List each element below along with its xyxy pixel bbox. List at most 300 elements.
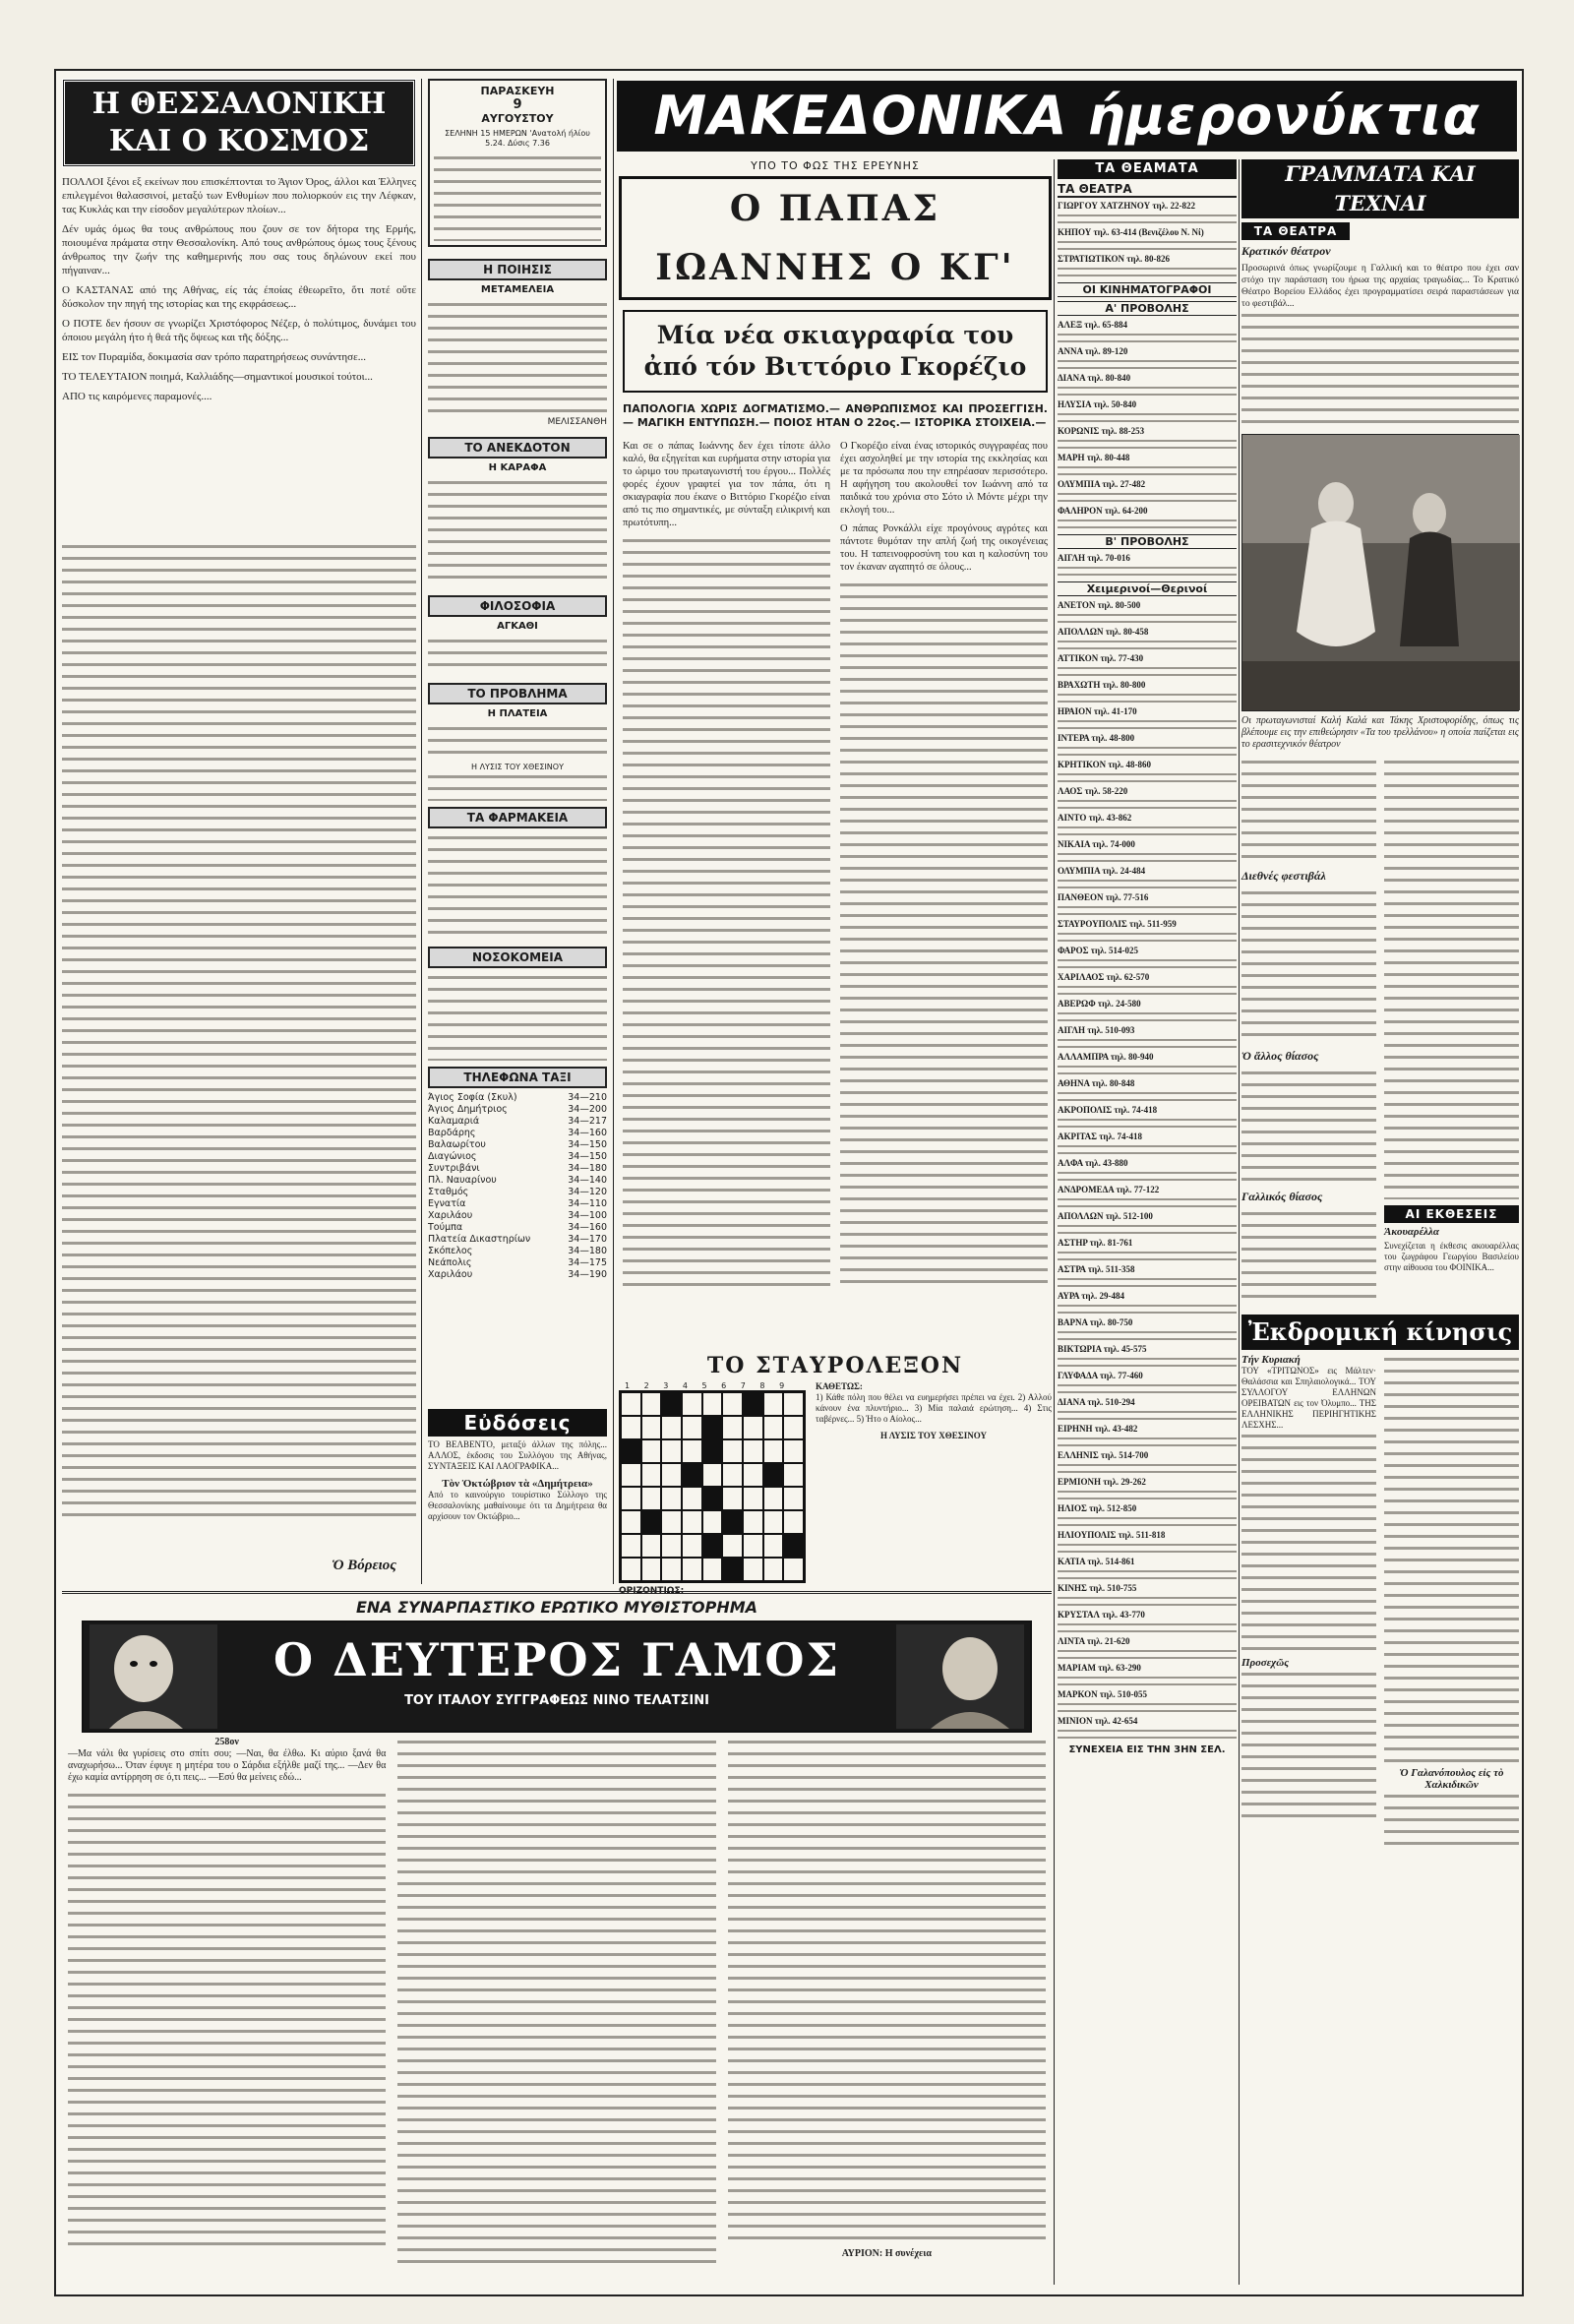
theatre-entry [1058, 919, 1237, 944]
theatre-entry [1058, 1238, 1237, 1262]
column-rule [1054, 159, 1055, 2285]
taxi-phone-row [428, 1234, 607, 1246]
letters-lines [1241, 310, 1519, 428]
down-title: ΚΑΘΕΤΩΣ: [816, 1381, 863, 1391]
exhibitions-title: ΑΙ ΕΚΘΕΣΕΙΣ [1384, 1205, 1519, 1223]
theatre-entry [1058, 320, 1237, 344]
poem-lines [428, 299, 607, 417]
info-column [428, 79, 607, 1574]
crossword-cell[interactable] [621, 1487, 641, 1510]
theatre-name: ΜΙΝΙΟΝ τηλ. 42-654 [1058, 1716, 1138, 1726]
theatre-entry [1058, 1530, 1237, 1555]
taxi-phone-row [428, 1128, 607, 1139]
theatre-name: ΓΙΩΡΓΟΥ ΧΑΤΖΗΝΟΥ τηλ. 22-822 [1058, 201, 1196, 211]
crossword-cell[interactable] [783, 1510, 804, 1534]
crossword-cell[interactable] [682, 1392, 702, 1416]
theatre-entry [1058, 553, 1237, 578]
crossword-cell[interactable] [743, 1558, 763, 1581]
theatre-name: ΑΣΤΗΡ τηλ. 81-761 [1058, 1238, 1133, 1248]
theatre-desc-lines [1058, 877, 1237, 890]
almanac-lines [434, 153, 601, 241]
theatre-desc-lines [1058, 638, 1237, 651]
theatre-desc-lines [1058, 1009, 1237, 1023]
exhibitions-sub: Ἀκουαρέλλα [1384, 1226, 1439, 1238]
theatre-name: ΑΝΔΡΟΜΕΔΑ τηλ. 77-122 [1058, 1185, 1160, 1194]
crossword-cell[interactable] [763, 1510, 784, 1534]
theatre-entry [1058, 1078, 1237, 1103]
theatre-entry [1058, 1371, 1237, 1395]
crossword-grid[interactable] [619, 1390, 806, 1583]
poetry-title: Η ΠΟΙΗΣΙΣ [428, 259, 607, 280]
crossword-cell[interactable] [661, 1510, 682, 1534]
taxi-phone-row [428, 1104, 607, 1116]
novel-text: —Μα νάλι θα γυρίσεις στο σπίτι σου; —Ναι, θα έλθω. Κι αύριο ξανά θα αναχωρήσω... Όταν έφυγε η μητέρα του ο Σάρδια εξήλθε μαζί της... —Δεν θα έχω καμία αντίρρηση σε ό,τι πεις... —Εσύ θα μείνεις εδώ... [68, 1748, 387, 1783]
theatre-entry [1058, 1131, 1237, 1156]
theatre-entry [1058, 1689, 1237, 1714]
theatre-desc-lines [1058, 664, 1237, 678]
taxi-phone-row [428, 1246, 607, 1257]
theatre-desc-lines [1058, 331, 1237, 344]
taxi-phone-row [428, 1222, 607, 1234]
theatre-desc-lines [1058, 1647, 1237, 1661]
theatre-desc-lines [1058, 1727, 1237, 1741]
theatre-name: ΓΛΥΦΑΔΑ τηλ. 77-460 [1058, 1371, 1143, 1380]
crossword-cell[interactable] [783, 1439, 804, 1463]
theatre-desc-lines [1058, 1036, 1237, 1050]
theatre-name: ΜΑΡΗ τηλ. 80-448 [1058, 453, 1130, 462]
crossword-cell[interactable] [661, 1416, 682, 1439]
theatre-name: ΚΡΥΣΤΑΛ τηλ. 43-770 [1058, 1610, 1145, 1620]
october-text: Από το καινούργιο τουρίστικο Σύλλογο της Θεσσαλονίκης μαθαίνουμε ότι τα Δημήτρεια θα αρχίσουν τον Οκτώβριο... [428, 1490, 607, 1521]
column-rule [1239, 159, 1240, 2285]
crossword-cell[interactable] [743, 1439, 763, 1463]
theatre-name: ΚΑΤΙΑ τηλ. 514-861 [1058, 1557, 1135, 1566]
poetry-subtitle: ΜΕΤΑΜΕΛΕΙΑ [480, 284, 555, 295]
letters-text: Προσωρινά όπως γνωρίζουμε η Γαλλική και το θέατρο που έχει σαν στόχο την παράσταση του ήρωα της αρχαίας τραγωδίας... Το Κρατικό Θέατρο Βορείου Ελλάδος έχει προγραμματίσει σειρά παραστάσεων για το φεστιβάλ... [1241, 264, 1519, 309]
crossword-cell[interactable] [763, 1534, 784, 1558]
taxi-phone-number: 34—160 [568, 1222, 607, 1233]
taxi-phone-row [428, 1198, 607, 1210]
crossword-cell [641, 1510, 662, 1534]
crossword-cell [783, 1534, 804, 1558]
novel-footer: ΑΥΡΙΟΝ: Η συνέχεια [841, 2248, 932, 2259]
taxi-stand-name: Διαγώνιος [428, 1151, 477, 1162]
theatre-desc-lines [1058, 1621, 1237, 1634]
theatre-name: ΚΡΗΤΙΚΟΝ τηλ. 48-860 [1058, 760, 1152, 769]
theatre-desc-lines [1058, 1063, 1237, 1076]
crossword-cell[interactable] [783, 1558, 804, 1581]
theatre-desc-lines [1058, 517, 1237, 530]
theatre-section-header: Χειμερινοί—Θερινοί [1058, 581, 1237, 596]
theatre-entry [1058, 254, 1237, 278]
taxi-phone-number: 34—210 [568, 1092, 607, 1103]
theatre-entry [1058, 1583, 1237, 1608]
crossword-cell[interactable] [621, 1558, 641, 1581]
crossword-cell[interactable] [743, 1487, 763, 1510]
crossword-cell[interactable] [763, 1392, 784, 1416]
crossword-cell[interactable] [641, 1416, 662, 1439]
theatre-desc-lines [1058, 1222, 1237, 1236]
theatre-desc-lines [1058, 1355, 1237, 1369]
crossword-cell [743, 1392, 763, 1416]
theatre-entry [1058, 1344, 1237, 1369]
taxi-stand-name: Πλ. Ναυαρίνου [428, 1175, 497, 1186]
letters-title: ΓΡΑΜΜΑΤΑ ΚΑΙ ΤΕΧΝΑΙ [1241, 159, 1519, 218]
crossword-cell[interactable] [722, 1463, 743, 1487]
theatre-entry [1058, 627, 1237, 651]
excursions-text: ΤΟΥ «ΤΡΙΤΩΝΟΣ» εις Μάλτεν· Θαλάσσια και Σπηλαιολογικά... ΤΟΥ ΣΥΛΛΟΓΟΥ ΕΛΛΗΝΩΝ ΟΡΕΙΒΑΤΩΝ εις τον Όλυμπο... ΤΗΣ ΕΛΛΗΝΙΚΗΣ ΠΕΡΙΗΓΗΤΙΚΗΣ ΛΕΣΧΗΣ... [1241, 1366, 1376, 1430]
theatre-name: ΑΙΓΛΗ τηλ. 70-016 [1058, 553, 1130, 563]
crossword-cell[interactable] [682, 1534, 702, 1558]
crossword-cell[interactable] [743, 1534, 763, 1558]
publications-section [428, 1409, 607, 1586]
novel-illustration [896, 1624, 1024, 1729]
taxi-stand-name: Χαριλάου [428, 1210, 473, 1221]
theatre-desc-lines [1058, 564, 1237, 578]
crossword-cell[interactable] [661, 1487, 682, 1510]
theatre-entry [1058, 1397, 1237, 1422]
paragraph: ΕΙΣ τον Πυραμίδα, δοκιμασία σαν τρόπο παρατηρήσεως συνάντησε... [62, 351, 366, 363]
crossword-cell[interactable] [702, 1463, 723, 1487]
taxi-phone-number: 34—217 [568, 1116, 607, 1127]
paragraph: Ο ΠΟΤΕ δεν ήσουν σε γνωρίζει Χριστόφορος Νέζερ, ὁ πολύτιμος, δυνάμει του όποιου μεγάλη ήτο ἡ θεά τῆς ὄψεως και τῆς δόξης... [62, 318, 416, 343]
taxi-phone-number: 34—175 [568, 1257, 607, 1268]
crossword-cell[interactable] [661, 1439, 682, 1463]
crossword-cell[interactable] [743, 1416, 763, 1439]
theatre-name: ΦΑΛΗΡΟΝ τηλ. 64-200 [1058, 506, 1148, 516]
theatre-desc-lines [1058, 850, 1237, 864]
crossword-cell[interactable] [641, 1463, 662, 1487]
taxi-phone-row [428, 1116, 607, 1128]
theatre-entry [1058, 1264, 1237, 1289]
anecdote-lines [428, 477, 607, 585]
taxi-stand-name: Νεάπολις [428, 1257, 472, 1268]
crossword-cell [763, 1463, 784, 1487]
excursions-lines [1241, 1431, 1376, 1657]
letters-lines [1241, 1068, 1376, 1186]
crossword-cell[interactable] [722, 1487, 743, 1510]
proposals-title: Προσεχῶς [1241, 1657, 1290, 1669]
photo-caption: Οι πρωταγωνισταί Καλή Καλά και Τάκης Χριστοφορίδης, όπως τις βλέπουμε εις την επιθεώρησιν «Τα του τρελλάνου» η οποία παίζεται εις το ερασιτεχνικόν θέατρον [1241, 715, 1519, 750]
theatre-entry [1058, 1503, 1237, 1528]
crossword-cell[interactable] [621, 1534, 641, 1558]
theatre-name: ΑΣΤΡΑ τηλ. 511-358 [1058, 1264, 1135, 1274]
theatre-section-header: Β' ΠΡΟΒΟΛΗΣ [1058, 534, 1237, 549]
problem-lines [428, 723, 607, 763]
theatre-desc-lines [1058, 1488, 1237, 1501]
anecdote-title: ΤΟ ΑΝΕΚΔΟΤΟΝ [428, 437, 607, 459]
theatre-desc-lines [1058, 1328, 1237, 1342]
theatre-entry [1058, 786, 1237, 811]
theatre-list [1058, 201, 1237, 1741]
taxi-phone-row [428, 1139, 607, 1151]
taxi-stand-name: Άγιος Δημήτριος [428, 1104, 508, 1115]
taxi-phone-number: 34—140 [568, 1175, 607, 1186]
crossword-cell[interactable] [682, 1439, 702, 1463]
theatre-desc-lines [1058, 797, 1237, 811]
paragraph: Ο Γκορέζιο είναι ένας ιστορικός συγγραφέας που έχει ασχοληθεί με την ιστορία της εκκλησίας και με τα πρόσωπα που την επηρέασαν περισσότερο. Η αφήγηση του ακολουθεί τον Ιωάννη από τα παιδικά του χρόνια στο Σότο ιλ Μόντε μέχρι την εκλογή του... [840, 441, 1048, 516]
theatre-entry [1058, 1450, 1237, 1475]
theatre-name: ΣΤΑΥΡΟΥΠΟΛΙΣ τηλ. 511-959 [1058, 919, 1177, 929]
theatre-entry [1058, 453, 1237, 477]
novel-header [82, 1621, 1032, 1733]
theatre-name: ΣΤΡΑΤΙΩΤΙΚΟΝ τηλ. 80-826 [1058, 254, 1170, 264]
crossword-cell[interactable] [763, 1439, 784, 1463]
crossword-cell[interactable] [702, 1510, 723, 1534]
taxi-stand-name: Καλαμαριά [428, 1116, 480, 1127]
theatre-name: ΗΛΙΟΣ τηλ. 512-850 [1058, 1503, 1137, 1513]
crossword-cell[interactable] [661, 1534, 682, 1558]
theatre-desc-lines [1058, 1249, 1237, 1262]
theatre-desc-lines [1058, 384, 1237, 398]
theatre-name: ΑΝΕΤΟΝ τηλ. 80-500 [1058, 600, 1141, 610]
theatre-desc-lines [1058, 437, 1237, 451]
taxi-stand-name: Άγιος Σοφία (Σκυλ) [428, 1092, 517, 1103]
theatre-name: ΛΑΟΣ τηλ. 58-220 [1058, 786, 1128, 796]
theatre-entry [1058, 1557, 1237, 1581]
theatre-entry [1058, 399, 1237, 424]
theatre-name: ΚΟΡΩΝΙΣ τηλ. 88-253 [1058, 426, 1145, 436]
taxi-phone-row [428, 1175, 607, 1187]
poetry-author: ΜΕΛΙΣΣΑΝΘΗ [547, 417, 607, 427]
excursions-sub: Τήν Κυριακή [1241, 1354, 1301, 1366]
excursions-title: Ἐκδρομική κίνησις [1241, 1315, 1519, 1350]
novel-author: ΤΟΥ ΙΤΑΛΟΥ ΣΥΓΓΡΑΦΕΩΣ ΝΙΝΟ ΤΕΛΑΤΣΙΝΙ [404, 1693, 709, 1708]
theatre-desc-lines [1058, 770, 1237, 784]
theatre-name: ΒΙΚΤΩΡΙΑ τηλ. 45-575 [1058, 1344, 1147, 1354]
crossword-cell[interactable] [641, 1534, 662, 1558]
across-title: ΟΡΙΖΟΝΤΙΩΣ: [619, 1586, 685, 1596]
theatre-entry [1058, 227, 1237, 252]
theatre-name: ΠΑΝΘΕΟΝ τηλ. 77-516 [1058, 892, 1149, 902]
feature-subhead: ΠΑΠΟΛΟΓΙΑ ΧΩΡΙΣ ΔΟΓΜΑΤΙΣΜΟ.— ΑΝΘΡΩΠΙΣΜΟΣ ΚΑΙ ΠΡΟΣΕΓΓΙΣΗ.— ΜΑΓΙΚΗ ΕΝΤΥΠΩΣΗ.— ΠΟΙΟΣ ΗΤΑΝ Ο 22ος.— ΙΣΤΟΡΙΚΑ ΣΤΟΙΧΕΙΑ.— [623, 402, 1048, 429]
taxi-phone-list [428, 1092, 607, 1281]
crossword-cell[interactable] [763, 1487, 784, 1510]
theatre-desc-lines [1058, 983, 1237, 997]
theatre-desc-lines [1058, 357, 1237, 371]
crossword-cell[interactable] [722, 1392, 743, 1416]
letters-lines [1241, 1208, 1376, 1307]
theatres-section-title: ΤΑ ΘΕΑΜΑΤΑ [1058, 159, 1237, 179]
theatres-title: ΤΑ ΘΕΑΤΡΑ [1058, 182, 1237, 198]
paragraph: Και σε ο πάπας Ιωάννης δεν έχει τίποτε άλλο καλό, θα εξηγείται και ευρήματα στην ιστορία για το ώριμο του πρωταγωνιστή του έργου... Πολλές φορές έχουν γραφτεί για τον πάπα, ότι η σκιαγραφία που έκανε ο Βιττόριο Γκορέζιο είναι από τις πιο σημαντικές, με σύνταξη ειλικρινή και πρωτότυπη... [623, 441, 830, 528]
taxi-stand-name: Σκόπελος [428, 1246, 473, 1256]
novel-lines [68, 1790, 386, 2252]
excursions-tail-title: Ὁ Γαλανόπουλος εἰς τὸ Χαλκιδικῶν [1399, 1767, 1504, 1791]
theatre-desc-lines [1058, 1674, 1237, 1687]
crossword-cell [702, 1416, 723, 1439]
theatre-desc-lines [1058, 1541, 1237, 1555]
theatre-entry [1058, 1211, 1237, 1236]
feature-headline: Μία νέα σκιαγραφία του ἀπό τόν Βιττόριο Γκορέζιο [623, 310, 1048, 393]
feature-body-col2 [840, 440, 1048, 1293]
theatre-entry [1058, 839, 1237, 864]
theatre-desc-lines [1058, 1195, 1237, 1209]
theatre-entry [1058, 1185, 1237, 1209]
theatre-desc-lines [1058, 463, 1237, 477]
crossword-cell[interactable] [682, 1510, 702, 1534]
crossword-cell [702, 1534, 723, 1558]
feature-article [619, 159, 1052, 1350]
other-troupe-title: Ὁ ἄλλος θίασος [1241, 1049, 1319, 1063]
crossword-cell[interactable] [783, 1416, 804, 1439]
date-box [428, 79, 607, 247]
left-column-body [62, 175, 416, 403]
clues: 1) Κάθε πόλη που θέλει να ευημερήσει πρέπει να έχει. 2) Αλλού κάνουν ένα πλυντήριο... 3) Μία παλαιά ερώτηση... 4) Στις ταβέρνες... 5) Ήτο ο Αίολος... [816, 1392, 1052, 1424]
theatre-entry [1058, 706, 1237, 731]
theatre-name: ΕΡΜΙΟΝΗ τηλ. 29-262 [1058, 1477, 1146, 1487]
letters-lines [1384, 757, 1519, 1199]
theatre-name: ΑΘΗΝΑ τηλ. 80-848 [1058, 1078, 1135, 1088]
crossword-cell[interactable] [661, 1558, 682, 1581]
taxi-phone-row [428, 1257, 607, 1269]
anecdote-subtitle: Η ΚΑΡΑΦΑ [488, 462, 547, 473]
phones-title: ΤΗΛΕΦΩΝΑ ΤΑΞΙ [428, 1067, 607, 1088]
crossword-cell[interactable] [661, 1463, 682, 1487]
theatre-desc-lines [1058, 1381, 1237, 1395]
theatre-desc-lines [1058, 212, 1237, 225]
theatre-name: ΑΛΕΞ τηλ. 65-884 [1058, 320, 1127, 330]
novel-episode: 258ον [214, 1737, 239, 1747]
crossword-answer-title: Η ΛΥΣΙΣ ΤΟΥ ΧΘΕΣΙΝΟΥ [880, 1431, 987, 1440]
theatre-entry [1058, 1052, 1237, 1076]
crossword-cell[interactable] [783, 1463, 804, 1487]
crossword-cell[interactable] [641, 1558, 662, 1581]
answer-lines [428, 771, 607, 801]
crossword-cell[interactable] [682, 1487, 702, 1510]
feature-body-lines [840, 580, 1048, 1288]
theatre-name: ΜΑΡΙΑΜ τηλ. 63-290 [1058, 1663, 1141, 1673]
theatre-entry [1058, 506, 1237, 530]
theatre-desc-lines [1058, 824, 1237, 837]
theatre-name: ΑΙΝΤΟ τηλ. 43-862 [1058, 813, 1132, 823]
taxi-phone-row [428, 1151, 607, 1163]
theatre-entry [1058, 373, 1237, 398]
novel-banner: ΕΝΑ ΣΥΝΑΡΠΑΣΤΙΚΟ ΕΡΩΤΙΚΟ ΜΥΘΙΣΤΟΡΗΜΑ [355, 1598, 758, 1617]
crossword-cell[interactable] [621, 1510, 641, 1534]
crossword-cell[interactable] [682, 1558, 702, 1581]
letters-theatre-sub: ΤΑ ΘΕΑΤΡΑ [1241, 222, 1350, 240]
crossword-cell[interactable] [722, 1416, 743, 1439]
problem-subtitle: Η ΠΛΑΤΕΙΑ [487, 708, 548, 719]
theatre-name: ΕΙΡΗΝΗ τηλ. 43-482 [1058, 1424, 1138, 1434]
theatre-entry [1058, 1610, 1237, 1634]
theatre-name: ΑΛΦΑ τηλ. 43-880 [1058, 1158, 1128, 1168]
theatre-section-header: Α' ΠΡΟΒΟΛΗΣ [1058, 301, 1237, 316]
crossword-cell [722, 1510, 743, 1534]
theatre-desc-lines [1058, 1435, 1237, 1448]
theatre-name: ΟΛΥΜΠΙΑ τηλ. 24-484 [1058, 866, 1146, 876]
crossword-cell [621, 1439, 641, 1463]
theatre-entry [1058, 1317, 1237, 1342]
crossword-cell[interactable] [621, 1463, 641, 1487]
hospitals-title: ΝΟΣΟΚΟΜΕΙΑ [428, 947, 607, 968]
theatre-entry [1058, 946, 1237, 970]
crossword-cell[interactable] [743, 1463, 763, 1487]
theatre-desc-lines [1058, 1700, 1237, 1714]
theatre-name: ΒΡΑΧΩΤΗ τηλ. 80-800 [1058, 680, 1146, 690]
hospital-lines [428, 972, 607, 1061]
crossword-cell[interactable] [641, 1439, 662, 1463]
theatre-desc-lines [1058, 744, 1237, 758]
crossword-cell[interactable] [702, 1392, 723, 1416]
crossword-cell[interactable] [682, 1416, 702, 1439]
crossword-cell[interactable] [722, 1534, 743, 1558]
theatre-name: ΒΑΡΝΑ τηλ. 80-750 [1058, 1317, 1133, 1327]
theatre-name: ΑΤΤΙΚΟΝ τηλ. 77-430 [1058, 653, 1144, 663]
feature-title: Ο ΠΑΠΑΣ ΙΩΑΝΝΗΣ Ο ΚΓ' [619, 176, 1052, 300]
month: ΑΥΓΟΥΣΤΟΥ [481, 112, 554, 125]
crossword-cell[interactable] [722, 1439, 743, 1463]
letters-lines [1241, 887, 1376, 1045]
column-rule [613, 79, 614, 1584]
theatre-name: ΑΙΓΛΗ τηλ. 510-093 [1058, 1025, 1135, 1035]
theatre-entry [1058, 201, 1237, 225]
taxi-stand-name: Συντριβάνι [428, 1163, 480, 1174]
crossword-cell[interactable] [702, 1558, 723, 1581]
crossword-cell[interactable] [743, 1510, 763, 1534]
taxi-phone-number: 34—100 [568, 1210, 607, 1221]
crossword-cell[interactable] [641, 1487, 662, 1510]
paragraph: Ο πάπας Ρονκάλλι είχε προγόνους αγρότες και πάντοτε θυμόταν την απλή ζωή της οικογένειας του. Η ταπεινοφροσύνη του και η καλοσύνη του τον έκαναν αγαπητό σε όλους... [840, 523, 1048, 573]
pharmacy-lines [428, 832, 607, 941]
taxi-stand-name: Σταθμός [428, 1187, 469, 1197]
theatre-name: ΙΝΤΕΡΑ τηλ. 48-800 [1058, 733, 1135, 743]
left-column-text-lines [62, 541, 416, 1525]
taxi-stand-name: Βαρδάρης [428, 1128, 476, 1138]
publications-text: ΤΟ ΒΕΛΒΕΝΤΟ, μεταξύ άλλων της πόλης... ΑΛΛΟΣ, έκδοσις του Συλλόγου της Αθήνας, ΣΥΝΤΑΞΕΙΣ ΚΑΙ ΛΑΟΓΡΑΦΙΚΑ... [428, 1439, 607, 1471]
theatre-desc-lines [1058, 1275, 1237, 1289]
crossword-section [619, 1350, 1052, 1596]
weekday: ΠΑΡΑΣΚΕΥΗ [480, 85, 555, 97]
newspaper-page [54, 69, 1524, 2296]
critic-title: Κρατικόν θέατρον [1241, 244, 1331, 258]
day-number: 9 [513, 97, 522, 112]
festival-title: Διεθνές φεστιβάλ [1241, 869, 1326, 883]
theatre-desc-lines [1058, 1302, 1237, 1315]
theatre-desc-lines [1058, 717, 1237, 731]
crossword-cell[interactable] [641, 1392, 662, 1416]
feature-kicker: ΥΠΟ ΤΟ ΦΩΣ ΤΗΣ ΕΡΕΥΝΗΣ [751, 159, 920, 172]
crossword-cell[interactable] [621, 1416, 641, 1439]
feature-body-lines [623, 535, 830, 1293]
theatre-name: ΗΡΑΙΟΝ τηλ. 41-170 [1058, 706, 1137, 716]
theatre-name: ΑΒΕΡΩΦ τηλ. 24-580 [1058, 999, 1141, 1009]
crossword-cell[interactable] [763, 1558, 784, 1581]
taxi-phone-number: 34—170 [568, 1234, 607, 1245]
theatre-section-header: ΟΙ ΚΙΝΗΜΑΤΟΓΡΑΦΟΙ [1058, 282, 1237, 297]
crossword-cell [702, 1439, 723, 1463]
crossword-cell[interactable] [783, 1487, 804, 1510]
theatre-desc-lines [1058, 956, 1237, 970]
philosophy-lines [428, 636, 607, 675]
crossword-cell[interactable] [783, 1392, 804, 1416]
crossword-cell[interactable] [763, 1416, 784, 1439]
theatre-name: ΟΛΥΜΠΙΑ τηλ. 27-482 [1058, 479, 1146, 489]
taxi-phone-number: 34—120 [568, 1187, 607, 1197]
masthead: ΜΑΚΕΔΟΝΙΚΑ ήμερονύκτια [617, 81, 1517, 152]
theatre-entry [1058, 1636, 1237, 1661]
letters-lines [1241, 757, 1376, 865]
excursions-lines [1384, 1791, 1519, 1850]
taxi-phone-number: 34—190 [568, 1269, 607, 1280]
theatre-entry [1058, 972, 1237, 997]
theatre-name: ΑΠΟΛΛΩΝ τηλ. 80-458 [1058, 627, 1149, 637]
taxi-stand-name: Πλατεία Δικαστηρίων [428, 1234, 531, 1245]
crossword-cell[interactable] [621, 1392, 641, 1416]
theatre-name: ΦΑΡΟΣ τηλ. 514-025 [1058, 946, 1138, 955]
theatre-entry [1058, 680, 1237, 704]
